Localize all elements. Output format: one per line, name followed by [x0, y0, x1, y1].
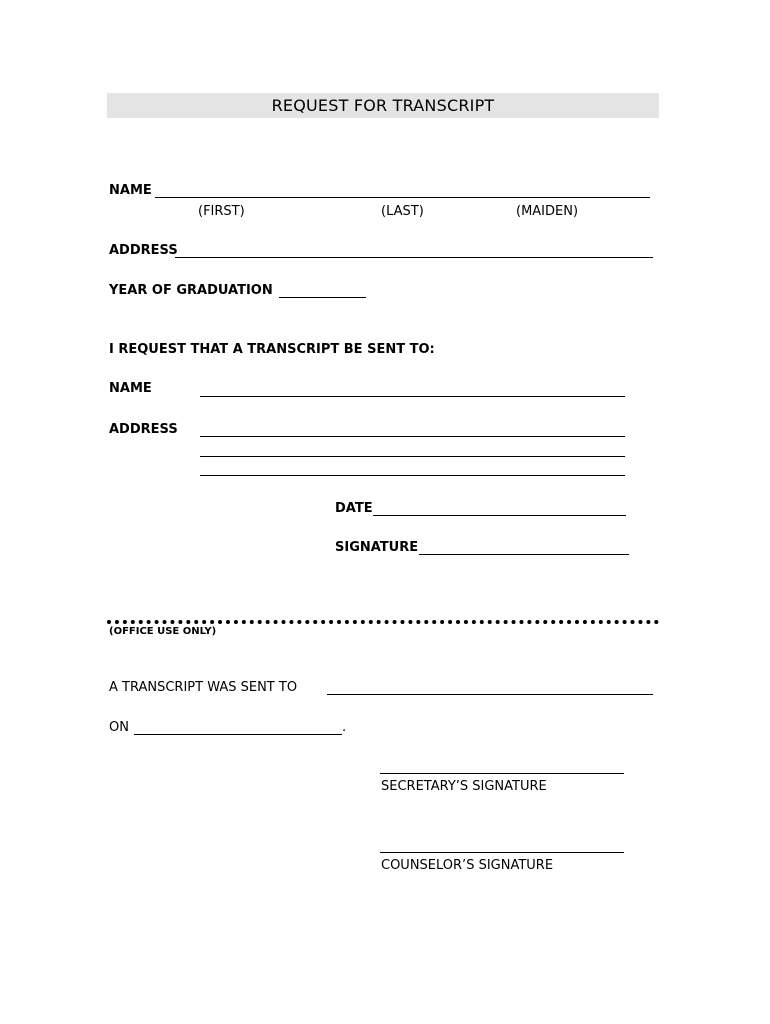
page-title: REQUEST FOR TRANSCRIPT: [271, 96, 495, 115]
on-suffix: .: [342, 720, 347, 735]
counselor-signature-line[interactable]: [380, 852, 624, 853]
date-field[interactable]: [373, 515, 626, 516]
office-divider: [107, 620, 659, 624]
address-label: ADDRESS: [109, 243, 178, 258]
maiden-name-sublabel: (MAIDEN): [516, 204, 579, 219]
recipient-name-field[interactable]: [200, 396, 625, 397]
office-use-label: (OFFICE USE ONLY): [109, 626, 217, 637]
year-of-graduation-label: YEAR OF GRADUATION: [109, 283, 273, 298]
recipient-address-line-2[interactable]: [200, 456, 625, 457]
address-field[interactable]: [175, 257, 653, 258]
on-label: ON: [109, 720, 129, 735]
name-label: NAME: [109, 183, 152, 198]
name-field[interactable]: [155, 197, 650, 198]
recipient-address-line-1[interactable]: [200, 436, 625, 437]
on-date-field[interactable]: [134, 734, 342, 735]
first-name-sublabel: (FIRST): [198, 204, 245, 219]
signature-label: SIGNATURE: [335, 540, 419, 555]
year-of-graduation-field[interactable]: [279, 297, 366, 298]
secretary-signature-label: SECRETARY’S SIGNATURE: [381, 779, 547, 794]
sent-to-field[interactable]: [327, 694, 653, 695]
title-bar: [107, 93, 659, 118]
sent-to-label: A TRANSCRIPT WAS SENT TO: [109, 680, 298, 695]
recipient-name-label: NAME: [109, 381, 152, 396]
counselor-signature-label: COUNSELOR’S SIGNATURE: [381, 858, 554, 873]
date-label: DATE: [335, 501, 373, 516]
recipient-address-label: ADDRESS: [109, 422, 178, 437]
recipient-address-line-3[interactable]: [200, 475, 625, 476]
request-heading: I REQUEST THAT A TRANSCRIPT BE SENT TO:: [109, 342, 435, 357]
last-name-sublabel: (LAST): [381, 204, 424, 219]
signature-field[interactable]: [419, 554, 629, 555]
secretary-signature-line[interactable]: [380, 773, 624, 774]
